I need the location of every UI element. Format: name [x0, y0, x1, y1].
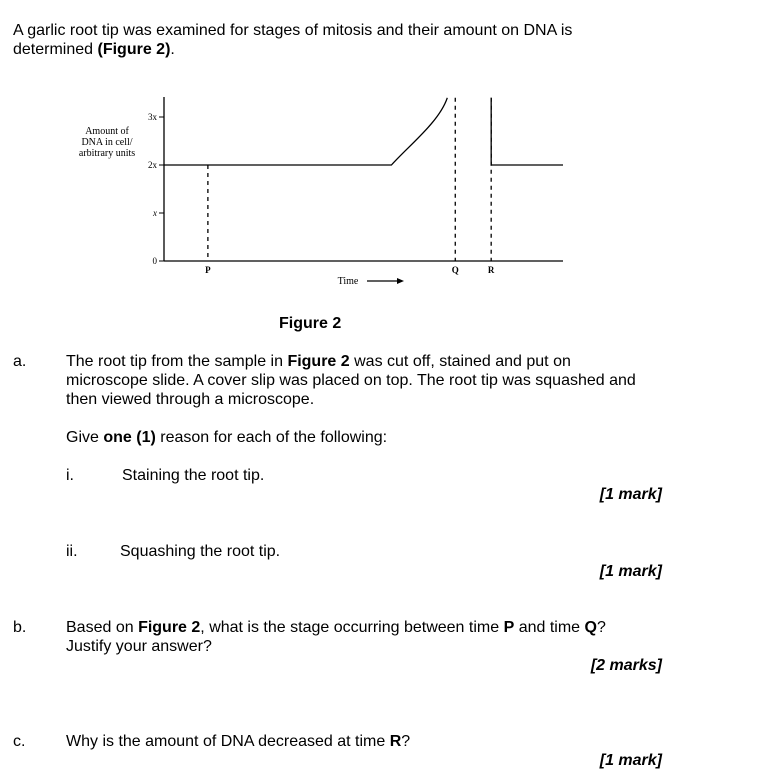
marker-label-q: Q: [451, 265, 459, 275]
dna-amount-chart: [0, 80, 764, 320]
subquestion-ii-mark: [1 mark]: [599, 563, 662, 580]
intro-line-2: determined (Figure 2).: [13, 41, 175, 58]
question-c-mark: [1 mark]: [599, 752, 662, 769]
y-tick-label: x: [153, 208, 157, 218]
question-a-line-3: then viewed through a microscope.: [66, 391, 315, 408]
marker-label-p: P: [205, 265, 211, 275]
y-tick-label: 3x: [148, 112, 157, 122]
y-tick-label: 2x: [148, 160, 157, 170]
question-a-line-2: microscope slide. A cover slip was placed on top. The root tip was squashed and: [66, 372, 636, 389]
subquestion-ii-label: ii.: [66, 543, 78, 560]
x-axis-label: Time: [337, 276, 359, 287]
figure-caption: Figure 2: [279, 315, 342, 332]
question-b-mark: [2 marks]: [590, 657, 662, 674]
subquestion-ii-text: Squashing the root tip.: [120, 543, 281, 560]
subquestion-i-mark: [1 mark]: [599, 486, 662, 503]
time-arrow-head: [397, 278, 404, 284]
y-tick-label: 0: [152, 256, 157, 266]
question-b-label: b.: [13, 619, 27, 636]
question-b-line-2: Justify your answer?: [66, 638, 212, 655]
question-a-line-1: The root tip from the sample in Figure 2 was cut off, stained and put on: [66, 353, 571, 370]
subquestion-i-label: i.: [66, 467, 74, 484]
intro-line-1: A garlic root tip was examined for stages of mitosis and their amount on DNA is: [13, 22, 573, 39]
question-c-text: Why is the amount of DNA decreased at time R?: [66, 733, 411, 750]
dna-curve-before-division: [164, 98, 447, 165]
question-a-label: a.: [13, 353, 27, 370]
marker-label-r: R: [487, 265, 495, 275]
question-c-label: c.: [13, 733, 26, 750]
dna-curve-after-division: [491, 98, 563, 165]
y-axis-label: DNA in cell/: [81, 137, 133, 148]
question-a-instruction: Give one (1) reason for each of the following:: [66, 429, 388, 446]
y-axis-label: arbitrary units: [78, 148, 136, 159]
subquestion-i-text: Staining the root tip.: [122, 467, 265, 484]
y-axis-label: Amount of: [85, 126, 129, 137]
question-b-line-1: Based on Figure 2, what is the stage occurring between time P and time Q?: [66, 619, 606, 636]
